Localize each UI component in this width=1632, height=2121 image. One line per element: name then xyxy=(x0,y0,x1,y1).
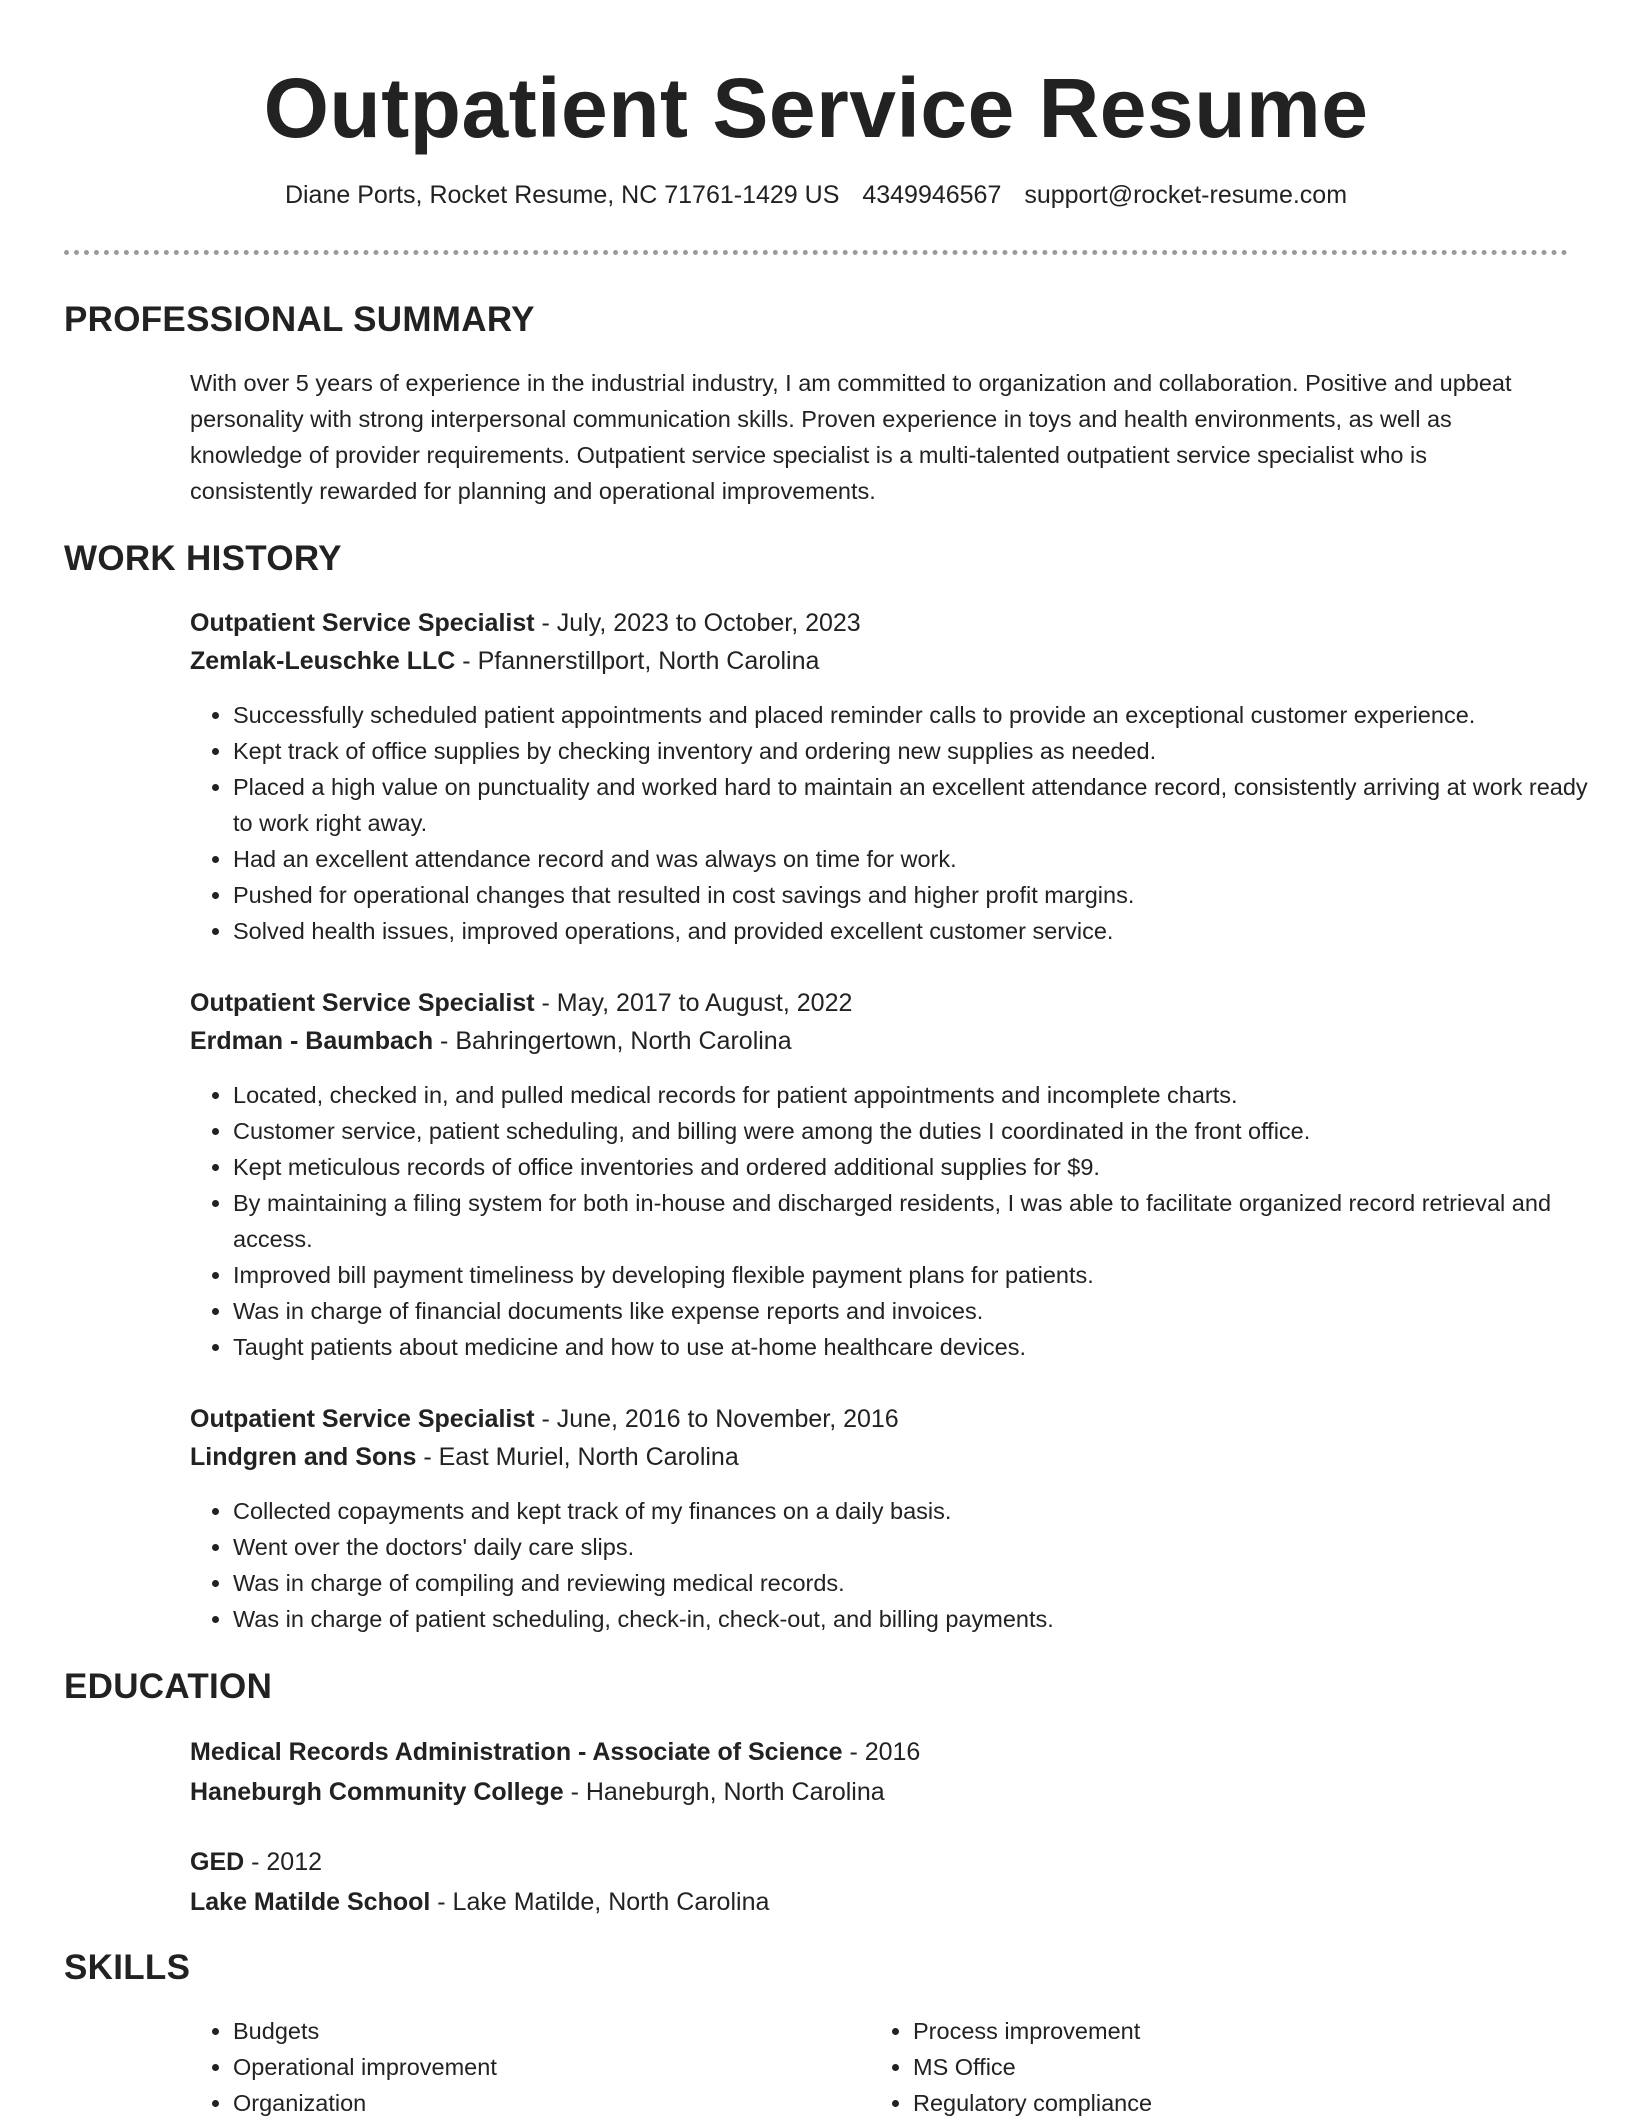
list-item: • Placed a high value on punctuality and worked hard to maintain an excellent attendance record, consistently arriving at work ready to work right away. xyxy=(233,769,1603,841)
education-degree: Medical Records Administration - Associate of Science xyxy=(190,1738,843,1766)
skills-list-left xyxy=(190,2013,833,2121)
education-entry xyxy=(190,1842,1590,1922)
job-dates: - May, 2017 to August, 2022 xyxy=(534,989,853,1017)
education-heading: EDUCATION xyxy=(64,1667,273,1706)
education-location: - Lake Matilde, North Carolina xyxy=(430,1888,770,1916)
list-item: • Kept meticulous records of office inventories and ordered additional supplies for $9. xyxy=(233,1149,1603,1185)
skills-heading: SKILLS xyxy=(64,1948,191,1987)
list-item: • Was in charge of patient scheduling, check-in, check-out, and billing payments. xyxy=(233,1601,1603,1637)
education-school: Lake Matilde School xyxy=(190,1888,431,1916)
education-degree-line xyxy=(190,1842,1590,1882)
job-company: Lindgren and Sons xyxy=(190,1443,417,1471)
summary-text: With over 5 years of experience in the industrial industry, I am committed to organization and collaboration. Positive and upbeat personality with strong interpersonal communication skills. Proven experience in toys and health environments, as well as knowledge of provider requirements. Outpatient service specialist is a multi-talented outpatient service specialist who is consistently rewarded for planning and operational improvements. xyxy=(190,370,1512,504)
job-title: Outpatient Service Specialist xyxy=(190,989,535,1017)
job-title: Outpatient Service Specialist xyxy=(190,609,535,637)
resume-title: Outpatient Service Resume xyxy=(263,61,1369,155)
education-school-line xyxy=(190,1882,1590,1922)
list-item: • Taught patients about medicine and how to use at-home healthcare devices. xyxy=(233,1329,1603,1365)
list-item: • Went over the doctors' daily care slips. xyxy=(233,1529,1603,1565)
contact-email: support@rocket-resume.com xyxy=(1024,181,1348,209)
job-company-line xyxy=(190,642,1590,680)
list-item: • Was in charge of compiling and reviewing medical records. xyxy=(233,1565,1603,1601)
header-divider xyxy=(64,250,1568,255)
job-bullets xyxy=(190,1493,1603,1637)
job-location: - Pfannerstillport, North Carolina xyxy=(455,647,820,675)
work-history-heading: WORK HISTORY xyxy=(64,539,342,578)
contact-phone: 4349946567 xyxy=(862,181,1002,209)
job-bullets xyxy=(190,697,1603,949)
job-company: Erdman - Baumbach xyxy=(190,1027,434,1055)
contact-address: Diane Ports, Rocket Resume, NC 71761-1429 US xyxy=(284,181,840,209)
list-item: • Was in charge of financial documents like expense reports and invoices. xyxy=(233,1293,1603,1329)
job-location: - Bahringertown, North Carolina xyxy=(433,1027,792,1055)
list-item: • Located, checked in, and pulled medical records for patient appointments and incomplete charts. xyxy=(233,1077,1603,1113)
list-item: • Improved bill payment timeliness by developing flexible payment plans for patients. xyxy=(233,1257,1603,1293)
education-degree: GED xyxy=(190,1848,245,1876)
list-item: • Collected copayments and kept track of my finances on a daily basis. xyxy=(233,1493,1603,1529)
job-dates: - July, 2023 to October, 2023 xyxy=(534,609,861,637)
education-school-line xyxy=(190,1772,1590,1812)
skill-item: • MS Office xyxy=(913,2049,1513,2085)
education-school: Haneburgh Community College xyxy=(190,1778,564,1806)
list-item: • By maintaining a filing system for both in-house and discharged residents, I was able to facilitate organized record retrieval and access. xyxy=(233,1185,1603,1257)
job-location: - East Muriel, North Carolina xyxy=(416,1443,739,1471)
list-item: • Successfully scheduled patient appointments and placed reminder calls to provide an exceptional customer experience. xyxy=(233,697,1603,733)
skill-item: • Budgets xyxy=(233,2013,833,2049)
contact-line xyxy=(0,178,1632,212)
skill-item: • Process improvement xyxy=(913,2013,1513,2049)
education-year: - 2012 xyxy=(244,1848,323,1876)
education-year: - 2016 xyxy=(842,1738,921,1766)
skills-list-right xyxy=(870,2013,1513,2121)
summary-heading: PROFESSIONAL SUMMARY xyxy=(64,300,535,339)
job-title: Outpatient Service Specialist xyxy=(190,1405,535,1433)
job-title-line xyxy=(190,984,1590,1022)
job-entry xyxy=(190,1400,1590,1476)
job-dates: - June, 2016 to November, 2016 xyxy=(534,1405,899,1433)
list-item: • Had an excellent attendance record and was always on time for work. xyxy=(233,841,1603,877)
list-item: • Pushed for operational changes that resulted in cost savings and higher profit margins. xyxy=(233,877,1603,913)
education-degree-line xyxy=(190,1732,1590,1772)
job-entry xyxy=(190,984,1590,1060)
job-title-line xyxy=(190,1400,1590,1438)
job-company: Zemlak-Leuschke LLC xyxy=(190,647,456,675)
list-item: • Kept track of office supplies by checking inventory and ordering new supplies as needed. xyxy=(233,733,1603,769)
job-bullets xyxy=(190,1077,1603,1365)
skill-item: • Regulatory compliance xyxy=(913,2085,1513,2121)
list-item: • Solved health issues, improved operations, and provided excellent customer service. xyxy=(233,913,1603,949)
job-company-line xyxy=(190,1022,1590,1060)
job-entry xyxy=(190,604,1590,680)
job-company-line xyxy=(190,1438,1590,1476)
education-entry xyxy=(190,1732,1590,1812)
list-item: • Customer service, patient scheduling, and billing were among the duties I coordinated in the front office. xyxy=(233,1113,1603,1149)
job-title-line xyxy=(190,604,1590,642)
skill-item: • Operational improvement xyxy=(233,2049,833,2085)
skill-item: • Organization xyxy=(233,2085,833,2121)
education-location: - Haneburgh, North Carolina xyxy=(563,1778,885,1806)
